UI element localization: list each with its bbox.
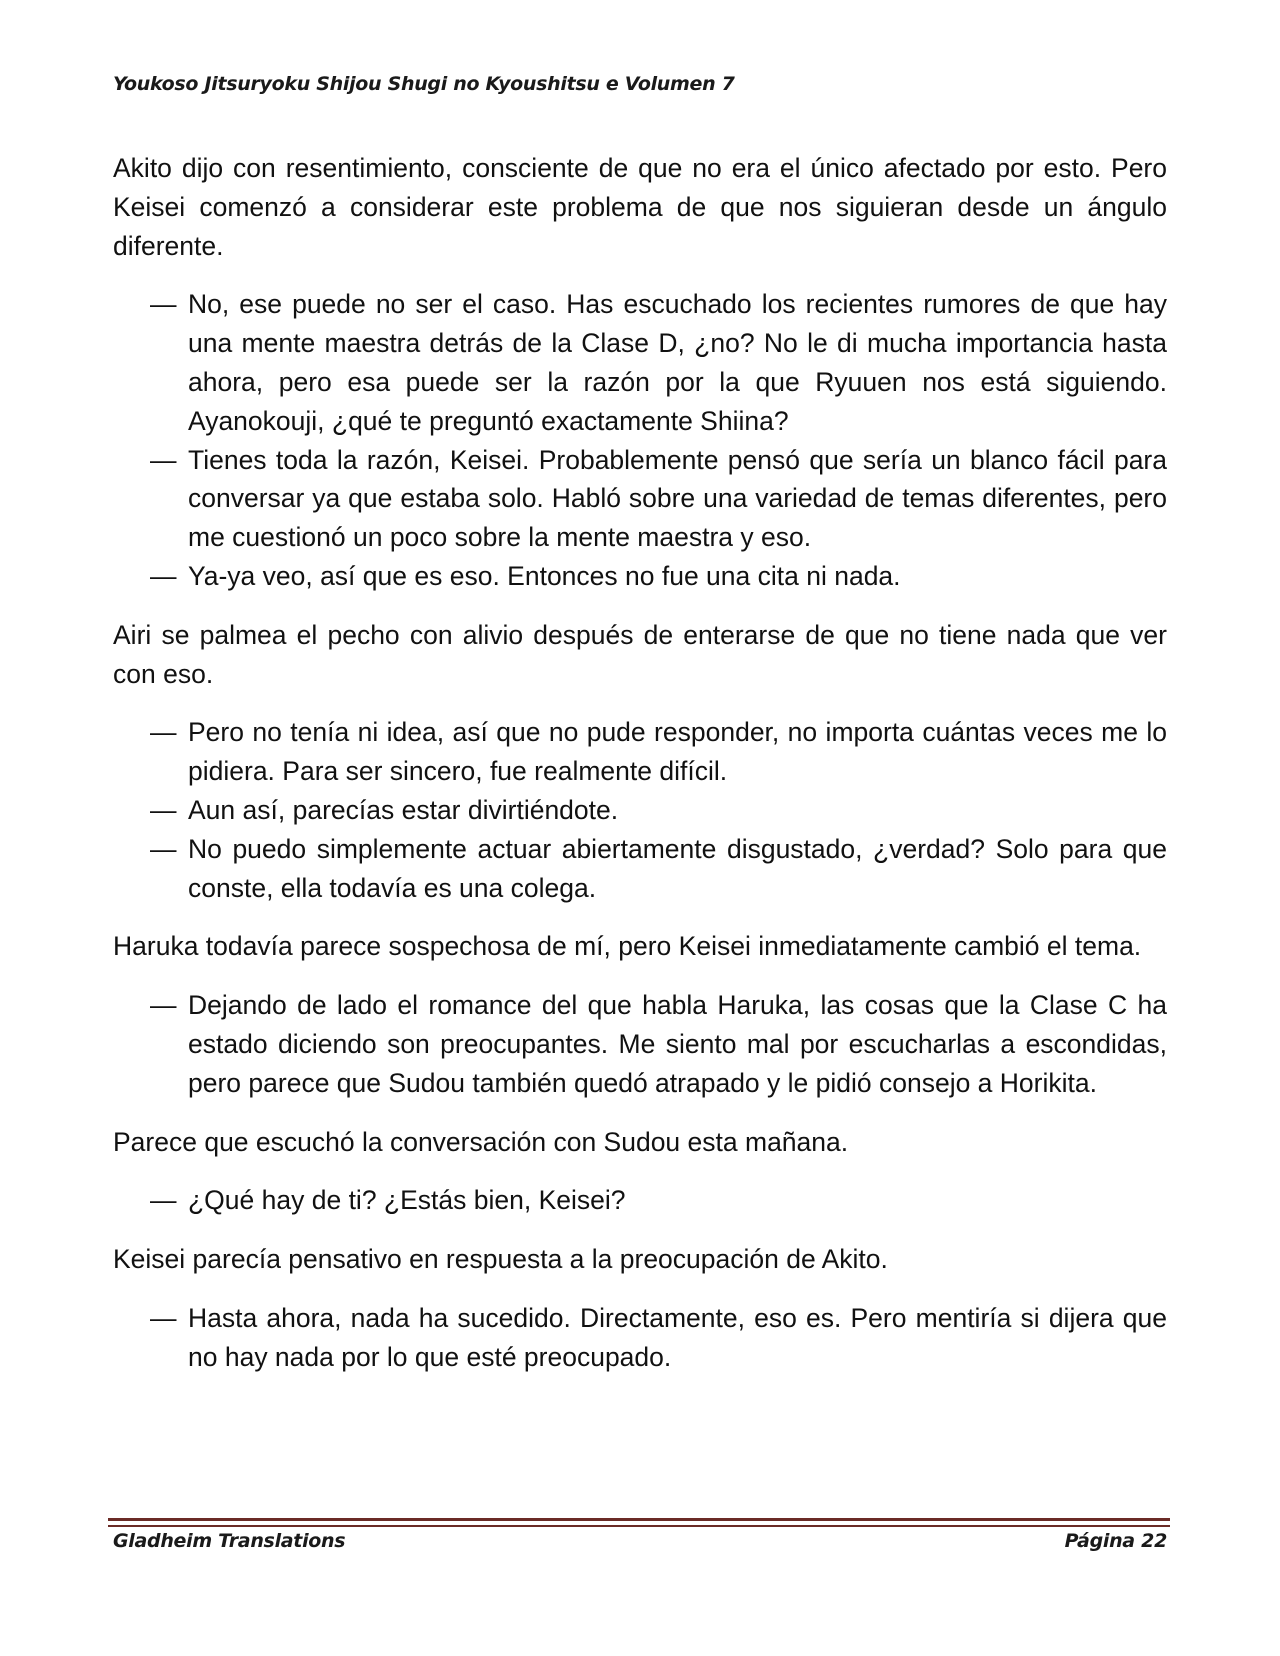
body-text: [113, 149, 1167, 1397]
dialogue-dash: —: [150, 1185, 177, 1216]
narration-paragraph: Airi se palmea el pecho con alivio después de enterarse de que no tiene nada que ver con eso.: [113, 619, 1167, 689]
footer-translator-credit: Gladheim Translations: [113, 1530, 346, 1552]
dialogue-group: [113, 1299, 1167, 1377]
dialogue-dash: —: [150, 289, 177, 320]
dialogue-group: [113, 285, 1167, 595]
footer-rule: [108, 1518, 1170, 1521]
dialogue-text: No puedo simplemente actuar abiertamente disgustado, ¿verdad? Solo para que conste, ella todavía es una colega.: [188, 833, 1167, 903]
narration-paragraph: Parece que escuchó la conversación con Sudou esta mañana.: [113, 1126, 849, 1157]
dialogue-dash: —: [150, 717, 177, 748]
dialogue-text: Aun así, parecías estar divirtiéndote.: [188, 794, 619, 825]
dialogue-dash: —: [150, 444, 177, 475]
footer-page-number: Página 22: [1064, 1530, 1167, 1552]
dialogue-text: Pero no tenía ni idea, así que no pude responder, no importa cuántas veces me lo pidiera. Para ser sincero, fue realmente difícil.: [188, 717, 1167, 787]
dialogue-line: [113, 441, 1167, 557]
narration-paragraph: Haruka todavía parece sospechosa de mí, pero Keisei inmediatamente cambió el tema.: [113, 931, 1142, 962]
dialogue-line: [113, 1299, 1167, 1377]
dialogue-line: [113, 1181, 1167, 1220]
dialogue-dash: —: [150, 560, 177, 591]
dialogue-text: Dejando de lado el romance del que habla Haruka, las cosas que la Clase C ha estado diciendo son preocupantes. Me siento mal por escucharlas a escondidas, pero parece que Sudou también quedó atrapado y le pidió consejo a Horikita.: [188, 990, 1167, 1098]
footer-rule: [108, 1525, 1170, 1527]
dialogue-text: ¿Qué hay de ti? ¿Estás bien, Keisei?: [188, 1185, 626, 1216]
dialogue-line: [113, 830, 1167, 908]
dialogue-text: Tienes toda la razón, Keisei. Probablemente pensó que sería un blanco fácil para conversar ya que estaba solo. Habló sobre una variedad de temas diferentes, pero me cuestionó un poco sobre la mente maestra y eso.: [188, 444, 1167, 553]
running-header: Youkoso Jitsuryoku Shijou Shugi no Kyoushitsu e Volumen 7: [113, 73, 735, 95]
dialogue-line: [113, 986, 1167, 1102]
narration-paragraph: Keisei parecía pensativo en respuesta a la preocupación de Akito.: [113, 1244, 888, 1275]
dialogue-line: [113, 713, 1167, 791]
dialogue-group: [113, 986, 1167, 1102]
dialogue-dash: —: [150, 1302, 177, 1333]
dialogue-group: [113, 1181, 1167, 1220]
narration-paragraph: Akito dijo con resentimiento, consciente de que no era el único afectado por esto. Pero Keisei comenzó a considerar este problema de que nos siguieran desde un ángulo diferente.: [113, 153, 1167, 261]
dialogue-text: No, ese puede no ser el caso. Has escuchado los recientes rumores de que hay una mente maestra detrás de la Clase D, ¿no? No le di mucha importancia hasta ahora, pero esa puede ser la razón por la que Ryuuen nos está siguiendo. Ayanokouji, ¿qué te preguntó exactamente Shiina?: [188, 289, 1167, 436]
dialogue-dash: —: [150, 990, 177, 1021]
dialogue-line: [113, 557, 1167, 596]
dialogue-dash: —: [150, 833, 177, 864]
dialogue-group: [113, 713, 1167, 907]
dialogue-line: [113, 285, 1167, 440]
dialogue-line: [113, 791, 1167, 830]
dialogue-text: Ya-ya veo, así que es eso. Entonces no fue una cita ni nada.: [188, 560, 901, 591]
dialogue-dash: —: [150, 794, 177, 825]
dialogue-text: Hasta ahora, nada ha sucedido. Directamente, eso es. Pero mentiría si dijera que no hay nada por lo que esté preocupado.: [188, 1302, 1167, 1372]
